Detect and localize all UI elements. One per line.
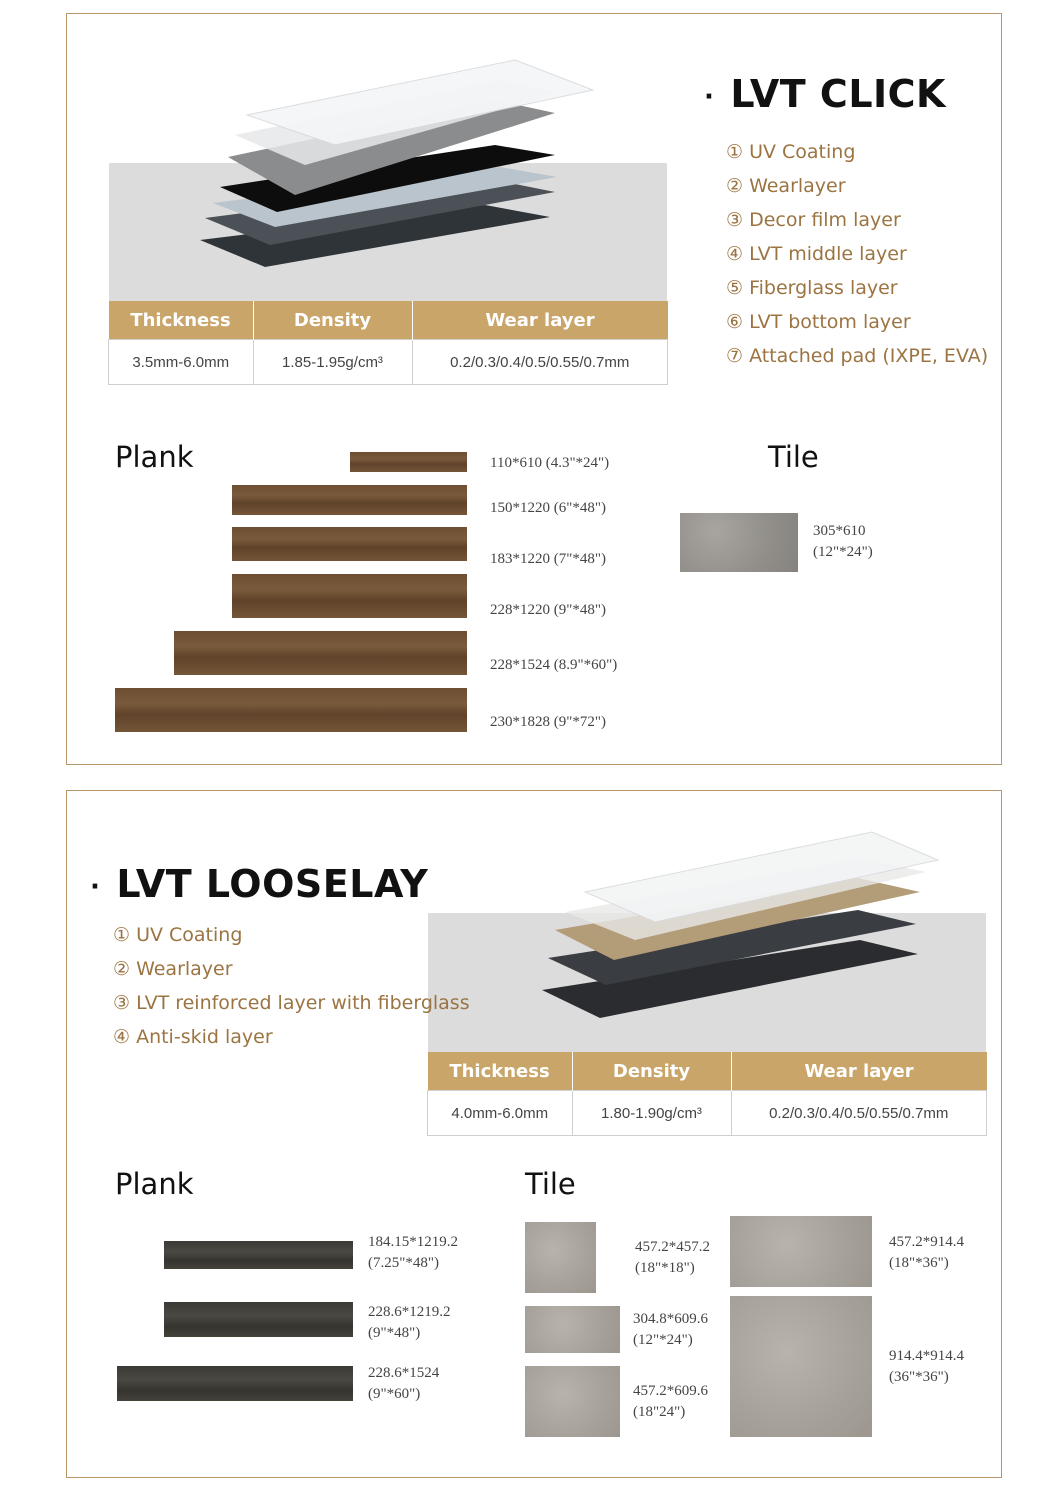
tile-size-label [889, 1346, 964, 1388]
spec-value-row [109, 340, 668, 385]
tile-size-line: 457.2*609.6 [633, 1383, 708, 1399]
looselay-feature-1: ① UV Coating [113, 924, 243, 946]
title-bullet: · [90, 871, 101, 902]
plank-size-label: 230*1828 (9"*72") [490, 714, 606, 730]
tile-size-line: (36"*36") [889, 1369, 949, 1385]
plank-swatch [232, 574, 467, 618]
plank-size-label: 228*1220 (9"*48") [490, 602, 606, 618]
plank-size-label: 228*1524 (8.9"*60") [490, 657, 618, 673]
click-feature-3: ③ Decor film layer [726, 209, 901, 231]
plank-swatch [174, 631, 467, 675]
plank-size-line: (9"*48") [368, 1325, 421, 1341]
plank-size-label: 183*1220 (7"*48") [490, 551, 606, 567]
tile-swatch [730, 1296, 872, 1437]
plank-swatch [115, 688, 467, 732]
click-feature-2: ② Wearlayer [726, 175, 846, 197]
looselay-feature-4: ④ Anti-skid layer [113, 1026, 273, 1048]
spec-header-row [109, 301, 668, 340]
spec-value-density: 1.85-1.95g/cm³ [253, 340, 412, 385]
plank-swatch [232, 485, 467, 515]
spec-header-wear: Wear layer [731, 1052, 987, 1091]
tile-size-label [889, 1232, 964, 1274]
click-feature-1: ① UV Coating [726, 141, 856, 163]
plank-size-label: 110*610 (4.3"*24") [490, 455, 610, 471]
tile-size-line: 305*610 [813, 523, 866, 539]
spec-header-density: Density [253, 301, 412, 340]
tile-size-line: (18"*36") [889, 1255, 949, 1271]
spec-header-thickness: Thickness [109, 301, 254, 340]
click-title-text: LVT CLICK [730, 72, 947, 116]
tile-swatch [525, 1222, 596, 1293]
tile-swatch [525, 1306, 620, 1353]
title-bullet: · [704, 81, 715, 112]
click-layer-diagram [195, 55, 615, 285]
tile-swatch [680, 513, 798, 572]
spec-value-density: 1.80-1.90g/cm³ [572, 1091, 731, 1136]
looselay-feature-3: ③ LVT reinforced layer with fiberglass [113, 992, 470, 1014]
tile-size-line: (18"24") [633, 1404, 686, 1420]
tile-size-line: (18"*18") [635, 1260, 695, 1276]
click-tile-heading: Tile [768, 440, 819, 474]
plank-swatch [164, 1241, 353, 1269]
spec-value-wear: 0.2/0.3/0.4/0.5/0.55/0.7mm [731, 1091, 987, 1136]
looselay-layer-diagram [540, 830, 940, 1030]
click-feature-6: ⑥ LVT bottom layer [726, 311, 911, 333]
spec-value-row [428, 1091, 987, 1136]
tile-swatch [525, 1366, 620, 1437]
spec-header-thickness: Thickness [428, 1052, 573, 1091]
tile-size-line: (12"*24") [813, 544, 873, 560]
plank-size-label: 150*1220 (6"*48") [490, 500, 606, 516]
tile-size-label [633, 1381, 708, 1423]
click-plank-heading: Plank [115, 440, 194, 474]
click-feature-5: ⑤ Fiberglass layer [726, 277, 898, 299]
tile-size-line: 457.2*457.2 [635, 1239, 710, 1255]
spec-value-thickness: 3.5mm-6.0mm [109, 340, 254, 385]
plank-size-line: 228.6*1219.2 [368, 1304, 451, 1320]
tile-size-line: 914.4*914.4 [889, 1348, 964, 1364]
plank-swatch [232, 527, 467, 561]
tile-size-label [813, 521, 873, 563]
plank-size-line: 184.15*1219.2 [368, 1234, 458, 1250]
plank-swatch [164, 1302, 353, 1337]
looselay-feature-2: ② Wearlayer [113, 958, 233, 980]
tile-size-line: 457.2*914.4 [889, 1234, 964, 1250]
plank-size-line: (7.25"*48") [368, 1255, 439, 1271]
spec-value-thickness: 4.0mm-6.0mm [428, 1091, 573, 1136]
click-title [704, 72, 946, 116]
plank-size-line: 228.6*1524 [368, 1365, 440, 1381]
spec-header-row [428, 1052, 987, 1091]
plank-size-line: (9"*60") [368, 1386, 421, 1402]
plank-size-label [368, 1363, 439, 1405]
tile-size-line: (12"*24") [633, 1332, 693, 1348]
tile-size-label [635, 1237, 710, 1279]
plank-swatch [350, 452, 467, 472]
looselay-plank-heading: Plank [115, 1167, 194, 1201]
plank-size-label [368, 1232, 458, 1274]
tile-size-line: 304.8*609.6 [633, 1311, 708, 1327]
tile-size-label [633, 1309, 708, 1351]
looselay-spec-table [427, 1052, 987, 1136]
looselay-tile-heading: Tile [525, 1167, 576, 1201]
spec-header-wear: Wear layer [412, 301, 668, 340]
plank-swatch [117, 1366, 353, 1401]
looselay-title-text: LVT LOOSELAY [116, 862, 429, 906]
tile-swatch [730, 1216, 872, 1287]
spec-value-wear: 0.2/0.3/0.4/0.5/0.55/0.7mm [412, 340, 668, 385]
plank-size-label [368, 1302, 451, 1344]
looselay-title [90, 862, 428, 906]
spec-header-density: Density [572, 1052, 731, 1091]
click-feature-7: ⑦ Attached pad (IXPE, EVA) [726, 345, 989, 367]
click-spec-table [108, 301, 668, 385]
click-feature-4: ④ LVT middle layer [726, 243, 907, 265]
